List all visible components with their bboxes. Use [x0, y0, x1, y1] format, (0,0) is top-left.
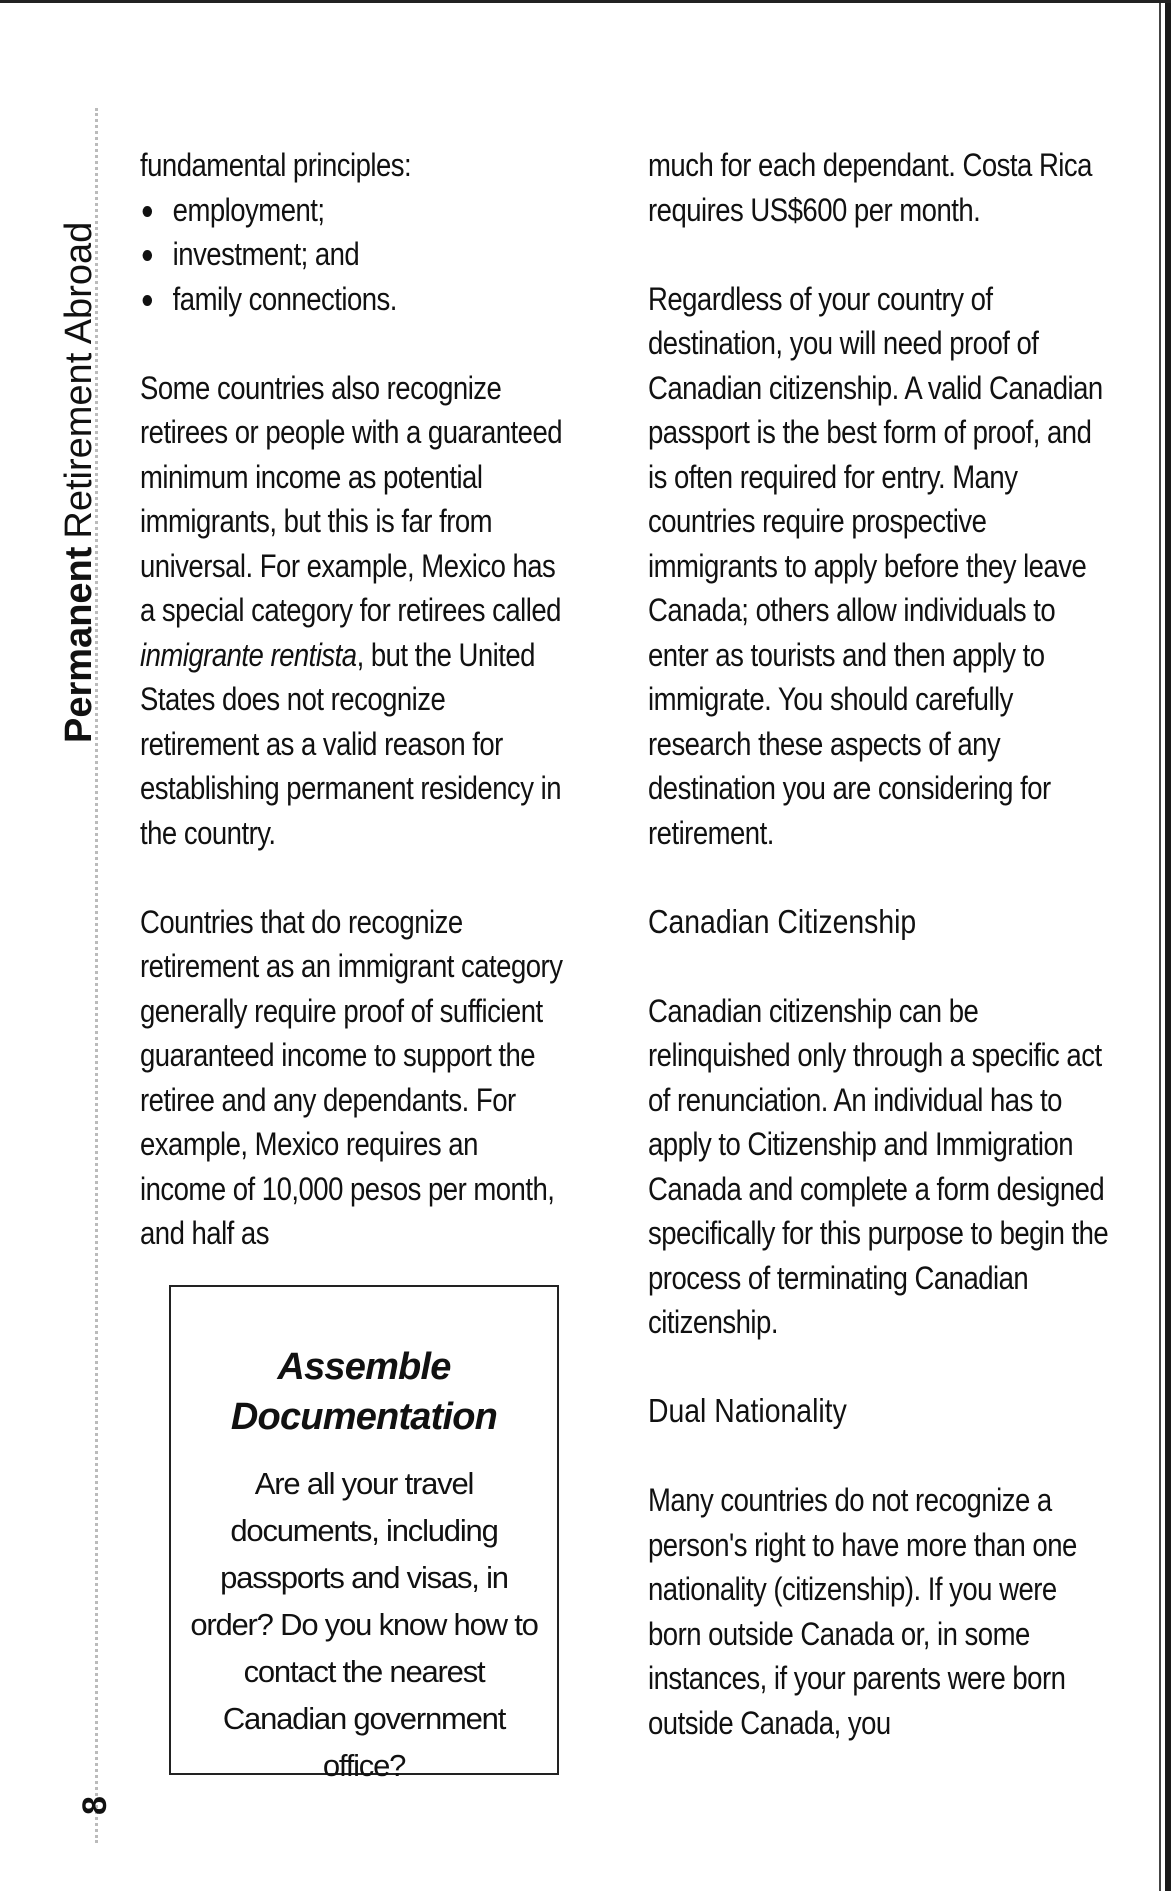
list-item: family connections. [140, 277, 570, 322]
list-item: employment; [140, 188, 570, 233]
page-edge-line [1159, 3, 1161, 1891]
paragraph-retirees: Some countries also recognize retirees or people with a guaranteed minimum income as potential immigrants, but this is far from universal. For example, Mexico has a special category for retirees called inmigrante rentista, but the United States does not recognize retirement as a valid reason for establishing permanent residency in the country. [140, 369, 563, 851]
principles-list [140, 188, 570, 322]
intro-line: fundamental principles: [140, 147, 412, 183]
callout-box [169, 1285, 559, 1783]
paragraph-income-requirement: Countries that do recognize retirement as an immigrant category generally require proof of sufficient guaranteed income to support the retiree and any dependants. For example, Mexico requires an income of 10,000 pesos per month, and half as [140, 903, 563, 1251]
running-head-bold: Permanent [58, 546, 100, 743]
paragraph-dependants: much for each dependant. Costa Rica requires US$600 per month. [648, 147, 1092, 228]
italic-term: inmigrante rentista [140, 636, 357, 673]
running-head [56, 222, 102, 743]
callout-body: Are all your travel documents, including passports and visas, in order? Do you know how to contact the nearest Canadian government office? [190, 1466, 538, 1783]
list-item: investment; and [140, 232, 570, 277]
left-column [140, 143, 570, 1256]
paragraph-proof-of-citizenship: Regardless of your country of destination, you will need proof of Canadian citizenship. A valid Canadian passport is the best form of proof, and is often required for entry. Many countries require prospective immigrants to apply before they leave Canada; others allow individuals to enter as tourists and then apply to immigrate. You should carefully research these aspects of any destination you are considering for retirement. [648, 280, 1103, 851]
paragraph-dual-nationality: Many countries do not recognize a person's right to have more than one nationality (citizenship). If you were born outside Canada or, in some instances, if your parents were born outside Canada, you [648, 1482, 1077, 1741]
running-head-light: Retirement Abroad [58, 221, 100, 539]
heading-canadian-citizenship: Canadian Citizenship [648, 902, 917, 940]
page-number: 8 [76, 1796, 114, 1815]
heading-dual-nationality: Dual Nationality [648, 1392, 847, 1429]
callout-title: Assemble Documentation [230, 1346, 498, 1438]
page-edge-border [1165, 3, 1171, 1891]
paragraph-renunciation: Canadian citizenship can be relinquished only through a specific act of renunciation. An individual has to apply to Citizenship and Immigration Canada and complete a form designed specifically for this purpose to begin the process of terminating Canadian citizenship. [648, 992, 1109, 1340]
right-column [648, 143, 1109, 1745]
